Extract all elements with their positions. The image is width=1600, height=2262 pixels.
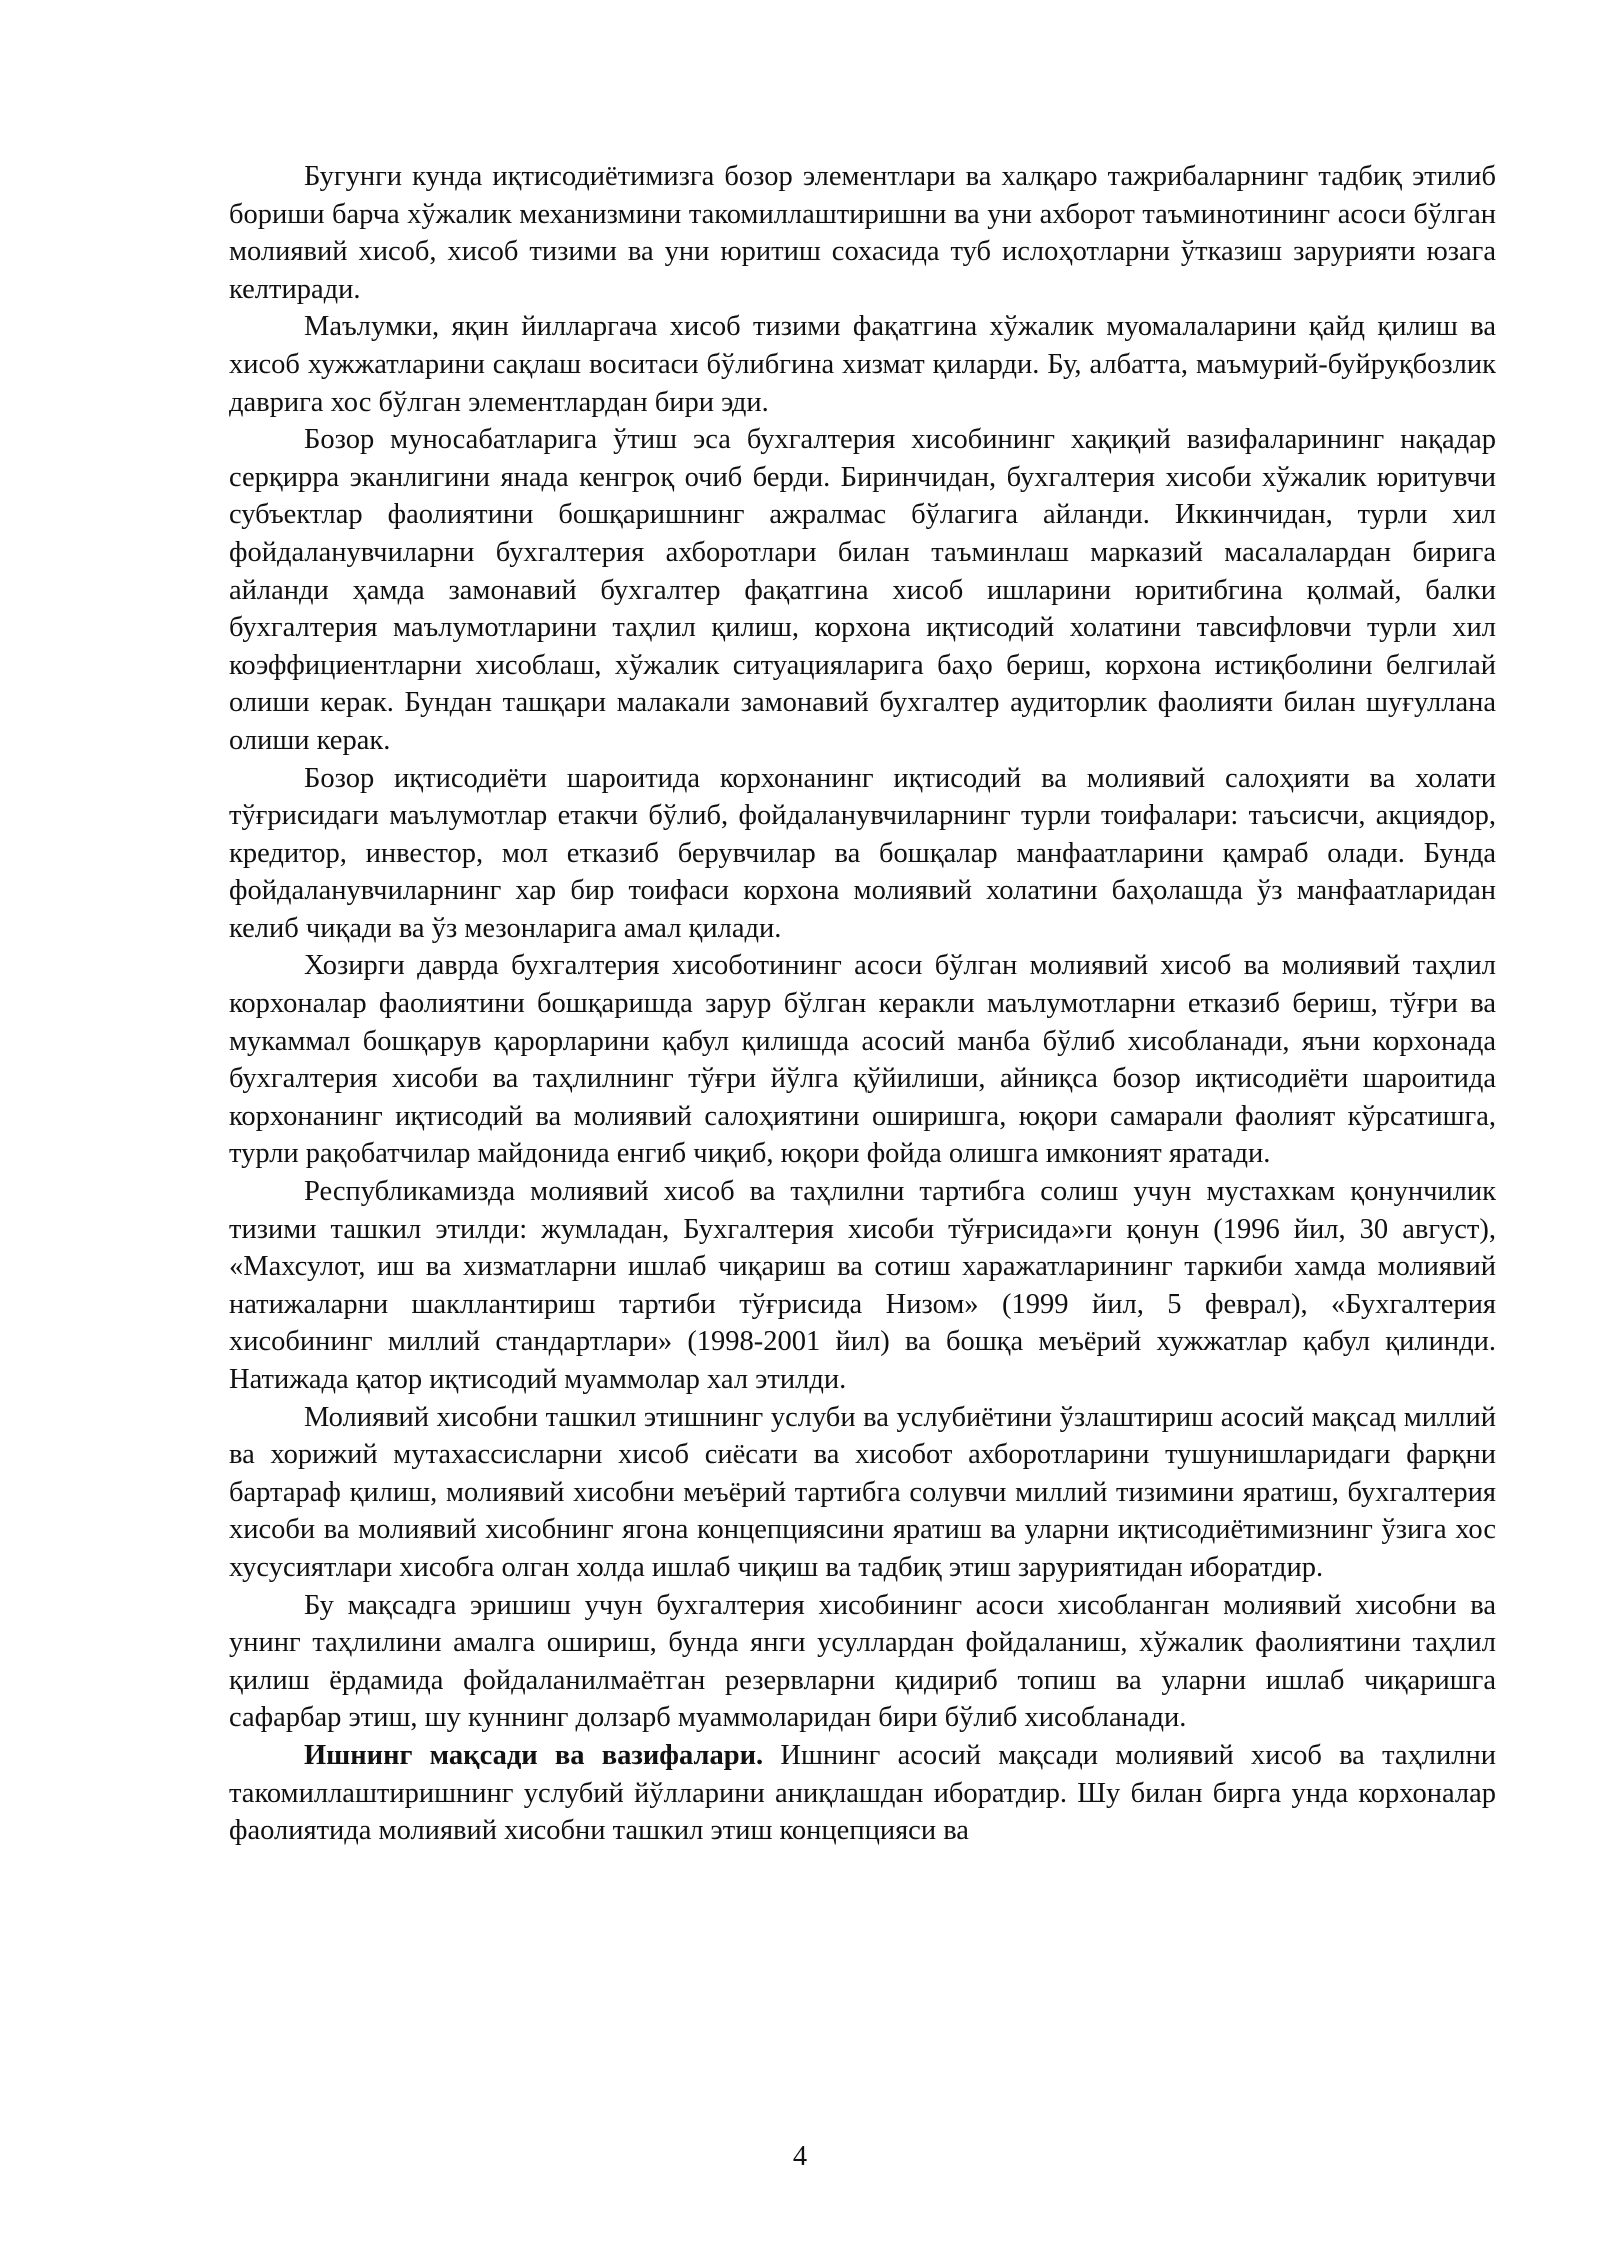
paragraph-1-text: Бугунги кунда иқтисодиётимизга бозор элементлари ва халқаро тажрибаларнинг тадбиқ этилиб бориши барча хўжалик механизмини такомиллаштиришни ва уни ахборот таъминотининг асоси бўлган молиявий хисоб, хисоб тизими ва уни юритиш сохасида туб ислоҳотларни ўтказиш зарурияти юзага келтиради. — [229, 161, 1496, 305]
paragraph-2 — [229, 308, 1496, 421]
paragraph-1 — [229, 158, 1496, 308]
paragraph-7 — [229, 1399, 1496, 1587]
paragraph-9-text: Ишнинг асосий мақсади молиявий хисоб ва таҳлилни такомиллаштиришнинг услубий йўлларини аниқлашдан иборатдир. Шу билан бирга унда корхоналар фаолиятида молиявий хисобни ташкил этиш концепцияси ва — [229, 1739, 1496, 1847]
paragraph-4 — [229, 760, 1496, 948]
paragraph-3 — [229, 421, 1496, 759]
paragraph-8-text: Бу мақсадга эришиш учун бухгалтерия хисобининг асоси хисобланган молиявий хисобни ва унинг таҳлилини амалга ошириш, бунда янги усуллардан фойдаланиш, хўжалик фаолиятини таҳлил қилиш ёрдамида фойдаланилмаётган резервларни қидириб топиш ва уларни ишлаб чиқаришга сафарбар этиш, шу куннинг долзарб муаммоларидан бири бўлиб хисобланади. — [229, 1589, 1496, 1734]
document-page — [229, 158, 1496, 1850]
paragraph-5-text: Хозирги даврда бухгалтерия хисоботининг асоси бўлган молиявий хисоб ва молиявий таҳлил корхоналар фаолиятини бошқаришда зарур бўлган керакли маълумотларни етказиб бериш, тўғри ва мукаммал бошқарув қарорларини қабул қилишда асосий манба бўлиб хисобланади, яъни корхонада бухгалтерия хисоби ва таҳлилнинг тўғри йўлга қўйилиши, айниқса бозор иқтисодиёти шароитида корхонанинг иқтисодий ва молиявий салоҳиятини оширишга, юқори самарали фаолият кўрсатишга, турли рақобатчилар майдонида енгиб чиқиб, юқори фойда олишга имконият яратади. — [229, 950, 1496, 1170]
section-heading-goals: Ишнинг мақсади ва вазифалари. — [304, 1739, 764, 1771]
paragraph-6-text: Республикамизда молиявий хисоб ва таҳлилни тартибга солиш учун мустахкам қонунчилик тизими ташкил этилди: жумладан, Бухгалтерия хисоби тўғрисида»ги қонун (1996 йил, 30 август), «Махсулот, иш ва хизматларни ишлаб чиқариш ва сотиш харажатларининг таркиби хамда молиявий натижаларни шакллантириш тартиби тўғрисида Низом» (1999 йил, 5 феврал), «Бухгалтерия хисобининг миллий стандартлари» (1998-2001 йил) ва бошқа меъёрий хужжатлар қабул қилинди. Натижада қатор иқтисодий муаммолар хал этилди. — [229, 1176, 1496, 1395]
paragraph-5 — [229, 947, 1496, 1173]
paragraph-4-text: Бозор иқтисодиёти шароитида корхонанинг иқтисодий ва молиявий салоҳияти ва холати тўғрисидаги маълумотлар етакчи бўлиб, фойдаланувчиларнинг турли тоифалари: таъсисчи, акциядор, кредитор, инвестор, мол етказиб берувчилар ва бошқалар манфаатларини қамраб олади. Бунда фойдаланувчиларнинг хар бир тоифаси корхона молиявий холатини баҳолашда ўз манфаатларидан келиб чиқади ва ўз мезонларига амал қилади. — [229, 762, 1496, 944]
paragraph-8 — [229, 1587, 1496, 1737]
paragraph-3-text: Бозор муносабатларига ўтиш эса бухгалтерия хисобининг хақиқий вазифаларининг нақадар серқирра эканлигини янада кенгроқ очиб берди. Биринчидан, бухгалтерия хисоби хўжалик юритувчи субъектлар фаолиятини бошқаришнинг ажралмас бўлагига айланди. Иккинчидан, турли хил фойдаланувчиларни бухгалтерия ахборотлари билан таъминлаш марказий масалалардан бирига айланди ҳамда замонавий бухгалтер фақатгина хисоб ишларини юритибгина қолмай, балки бухгалтерия маълумотларини таҳлил қилиш, корхона иқтисодий холатини тавсифловчи турли хил коэффициентларни хисоблаш, хўжалик ситуацияларига баҳо бериш, корхона истиқболини белгилай олиши керак. Бундан ташқари малакали замонавий бухгалтер аудиторлик фаолияти билан шуғуллана олиши керак. — [229, 424, 1496, 756]
paragraph-2-text: Маълумки, яқин йилларгача хисоб тизими фақатгина хўжалик муомалаларини қайд қилиш ва хисоб хужжатларини сақлаш воситаси бўлибгина хизмат қиларди. Бу, албатта, маъмурий-буйруқбозлик даврига хос бўлган элементлардан бири эди. — [229, 311, 1496, 418]
paragraph-6 — [229, 1173, 1496, 1399]
paragraph-7-text: Молиявий хисобни ташкил этишнинг услуби ва услубиётини ўзлаштириш асосий мақсад миллий ва хорижий мутахассисларни хисоб сиёсати ва хисобот ахборотларини тушунишларидаги фарқни бартараф қилиш, молиявий хисобни меъёрий тартибга солувчи миллий тизимини яратиш, бухгалтерия хисоби ва молиявий хисобнинг ягона концепциясини яратиш ва уларни иқтисодиётимизнинг ўзига хос хусусиятлари хисобга олган холда ишлаб чиқиш ва тадбиқ этиш заруриятидан иборатдир. — [229, 1401, 1496, 1583]
paragraph-9 — [229, 1737, 1496, 1850]
page-number: 4 — [792, 2141, 808, 2172]
